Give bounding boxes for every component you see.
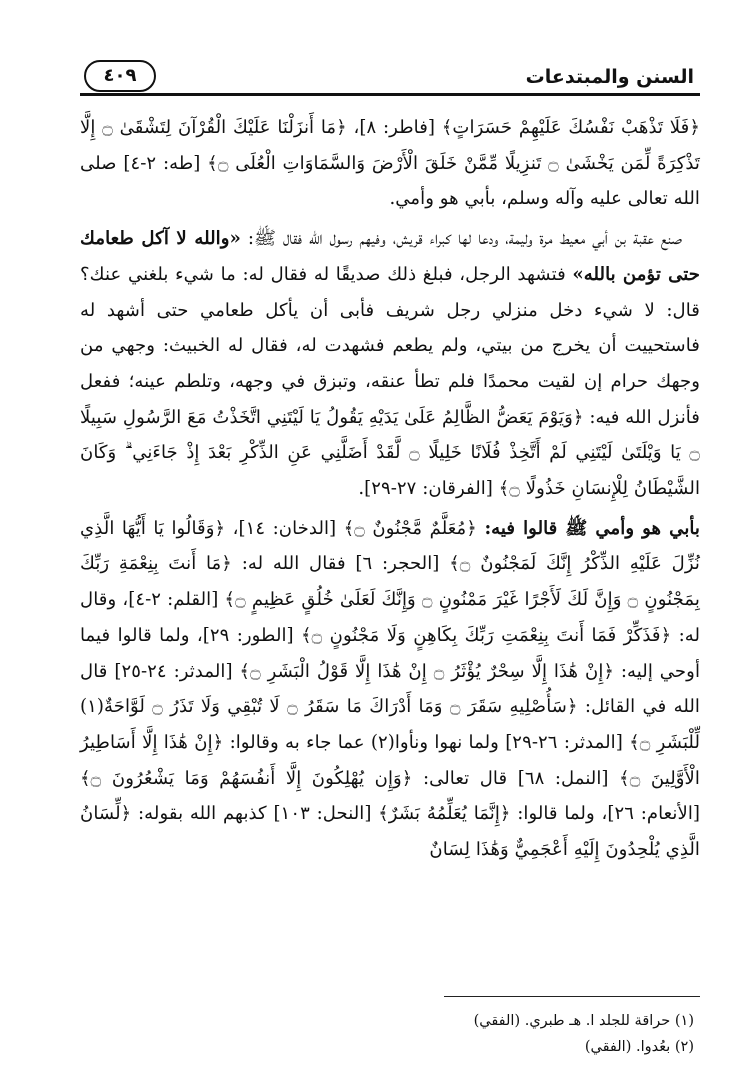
page-body [80, 110, 700, 868]
footnotes [80, 1008, 700, 1060]
paragraph-2-intro: صنع عقبة بن أبي معيط مرة وليمة، ودعا لها كبراء قريش، وفيهم رسول الله فقال ﷺ: [247, 228, 682, 250]
paragraph-2-rest: فتشهد الرجل، فبلغ ذلك صديقًا له فقال له: ما شيء بلغني عنك؟ قال: لا شيء دخل منزلي رجل شريف فأبى أن يأكل طعامي حتى أشهد له فاستحييت أن يخرج من بيتي، ولم يطعم فشهدت له، فقال له الخبيث: وجهي من وجهك حرام إن لقيت محمدًا فلم تطأ عنقه، وتبزق في وجهه، وتلطم عينه؛ ففعل فأنزل الله فيه: ﴿وَيَوْمَ يَعَضُّ الظَّالِمُ عَلَىٰ يَدَيْهِ يَقُولُ يَا لَيْتَنِي اتَّخَذْتُ مَعَ الرَّسُولِ سَبِيلًا ۝ يَا وَيْلَتَىٰ لَيْتَنِي لَمْ أَتَّخِذْ فُلَانًا خَلِيلًا ۝ لَّقَدْ أَضَلَّنِي عَنِ الذِّكْرِ بَعْدَ إِذْ جَاءَنِي ۗ وَكَانَ الشَّيْطَانُ لِلْإِنسَانِ خَذُولًا ۝﴾ [الفرقان: ٢٧-٢٩]. [80, 263, 700, 500]
page-header [80, 58, 700, 98]
running-title: السنن والمبتدعات [525, 66, 694, 88]
footnote-divider [444, 996, 700, 997]
paragraph-2 [80, 221, 700, 507]
footnote-2: (٢) بعُدوا. (الفقي) [584, 1039, 694, 1055]
paragraph-3 [80, 511, 700, 868]
paragraph-3-lead: بأبي هو وأمي ﷺ قالوا فيه: [484, 517, 700, 539]
paragraph-3-rest: ﴿مُعَلَّمٌ مَّجْنُونٌ ۝﴾ [الدخان: ١٤]، ﴿وَقَالُوا يَا أَيُّهَا الَّذِي نُزِّلَ عَلَيْهِ الذِّكْرُ إِنَّكَ لَمَجْنُونٌ ۝﴾ [الحجر: ٦] فقال الله له: ﴿مَا أَنتَ بِنِعْمَةِ رَبِّكَ بِمَجْنُونٍ ۝ وَإِنَّ لَكَ لَأَجْرًا غَيْرَ مَمْنُونٍ ۝ وَإِنَّكَ لَعَلَىٰ خُلُقٍ عَظِيمٍ ۝﴾ [القلم: ٢-٤]، وقال له: ﴿فَذَكِّرْ فَمَا أَنتَ بِنِعْمَتِ رَبِّكَ بِكَاهِنٍ وَلَا مَجْنُونٍ ۝﴾ [الطور: ٢٩]، ولما قالوا فيما أوحي إليه: ﴿إِنْ هَٰذَا إِلَّا سِحْرٌ يُؤْثَرُ ۝ إِنْ هَٰذَا إِلَّا قَوْلُ الْبَشَرِ ۝﴾ [المدثر: ٢٤-٢٥] قال الله في القائل: ﴿سَأُصْلِيهِ سَقَرَ ۝ وَمَا أَدْرَاكَ مَا سَقَرُ ۝ لَا تُبْقِي وَلَا تَذَرُ ۝ لَوَّاحَةٌ(١) لِّلْبَشَرِ ۝﴾ [المدثر: ٢٦-٢٩] ولما نهوا ونأوا(٢) عما جاء به وقالوا: ﴿إِنْ هَٰذَا إِلَّا أَسَاطِيرُ الْأَوَّلِينَ ۝﴾ [النمل: ٦٨] قال تعالى: ﴿وَإِن يُهْلِكُونَ إِلَّا أَنفُسَهُمْ وَمَا يَشْعُرُونَ ۝﴾ [الأنعام: ٢٦]، ولما قالوا: ﴿إِنَّمَا يُعَلِّمُهُ بَشَرٌ﴾ [النحل: ١٠٣] كذبهم الله بقوله: ﴿لِّسَانُ الَّذِي يُلْحِدُونَ إِلَيْهِ أَعْجَمِيٌّ وَهَٰذَا لِسَانٌ [80, 517, 701, 861]
header-rule [80, 93, 700, 96]
paragraph-1: ﴿فَلَا تَذْهَبْ نَفْسُكَ عَلَيْهِمْ حَسَرَاتٍ﴾ [فاطر: ٨]، ﴿مَا أَنزَلْنَا عَلَيْكَ الْقُرْآنَ لِتَشْقَىٰ ۝ إِلَّا تَذْكِرَةً لِّمَن يَخْشَىٰ ۝ تَنزِيلًا مِّمَّنْ خَلَقَ الْأَرْضَ وَالسَّمَاوَاتِ الْعُلَى ۝﴾ [طه: ٢-٤] صلى الله تعالى عليه وآله وسلم، بأبي هو وأمي. [80, 117, 701, 210]
hadith-quote: «والله لا آكل طعامك حتى تؤمن بالله» [80, 228, 700, 285]
page-number: ٤٠٩ [84, 60, 156, 92]
footnote-1: (١) حراقة للجلد ا. هـ طبري. (الفقي) [473, 1013, 694, 1029]
